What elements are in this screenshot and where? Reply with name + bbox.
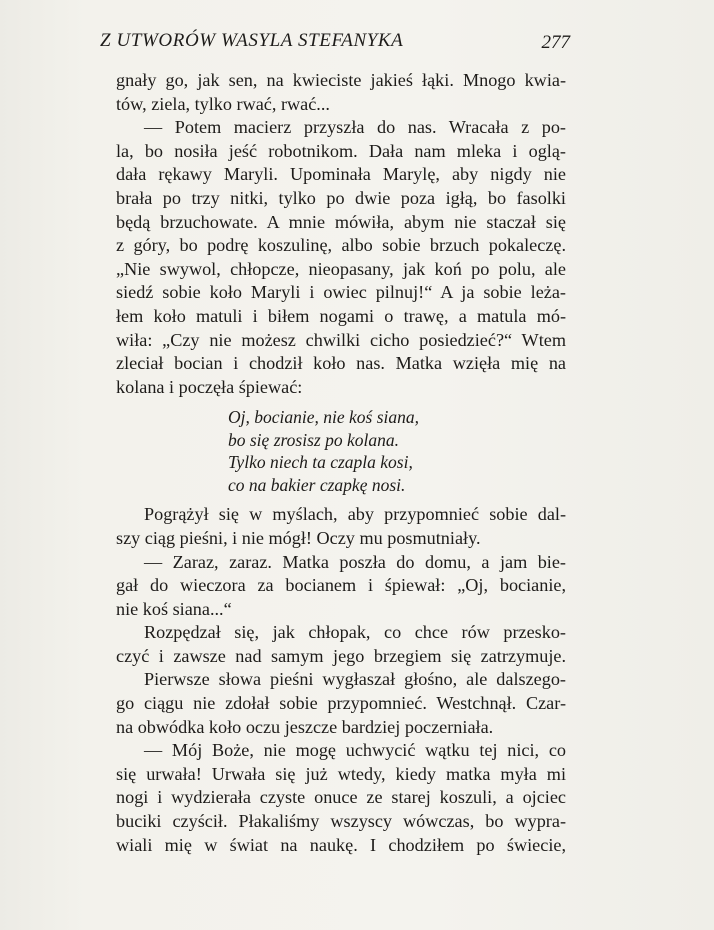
- paragraph: [116, 551, 566, 622]
- text-line: szy ciąg pieśni, i nie mógł! Oczy mu posmutniały.: [116, 527, 481, 548]
- text-line: łem koło matuli i biłem nogami o trawę, a matula mó-: [116, 305, 566, 326]
- paragraph: [116, 621, 566, 668]
- poem-verse: Tylko niech ta czapla kosi,: [228, 452, 413, 473]
- text-line: dała rękawy Maryli. Upominała Marylę, aby nigdy nie: [116, 164, 566, 185]
- text-line: gał do wieczora za bocianem i śpiewał: „Oj, bocianie,: [116, 575, 566, 596]
- text-line: „Nie swywol, chłopcze, nieopasany, jak koń po polu, ale: [116, 258, 566, 279]
- text-line: się urwała! Urwała się już wtedy, kiedy matka myła mi: [116, 763, 566, 784]
- text-line: buciki czyścił. Płakaliśmy wszyscy wówczas, bo wypra-: [116, 811, 566, 832]
- text-line: la, bo nosiła jeść robotnikom. Dała nam mleka i oglą-: [116, 140, 566, 161]
- text-line: będą brzuchowate. A mnie mówiła, abym nie staczał się: [116, 211, 566, 232]
- text-line: Rozpędzał się, jak chłopak, co chce rów przesko-: [144, 622, 566, 643]
- running-title: Z UTWORÓW WASYLA STEFANYKA: [100, 30, 404, 51]
- text-line: nogi i wydzierała czyste onuce ze starej koszuli, a ojciec: [116, 787, 566, 808]
- text-line: — Potem macierz przyszła do nas. Wracała z po-: [144, 117, 566, 138]
- text-line: brała po trzy nitki, tylko po dwie poza igłą, bo fasolki: [116, 187, 566, 208]
- text-line: czyć i zawsze nad samym jego brzegiem się zatrzymuje.: [116, 645, 566, 666]
- page-header: [100, 30, 570, 56]
- text-line: siedź sobie koło Maryli i owiec pilnuj!“ A ja sobie leża-: [116, 282, 566, 303]
- text-line: zleciał bocian i chodził koło nas. Matka wzięła mię na: [116, 353, 566, 374]
- body-text: [116, 69, 566, 857]
- text-line: Pierwsze słowa pieśni wygłaszał głośno, ale dalszego-: [144, 669, 566, 690]
- page-number: 277: [541, 32, 570, 53]
- poem-verse: bo się zrosisz po kolana.: [228, 429, 399, 450]
- text-line: wiali mię w świat na naukę. I chodziłem po świecie,: [116, 834, 566, 855]
- text-line: gnały go, jak sen, na kwieciste jakieś łąki. Mnogo kwia-: [116, 70, 566, 90]
- poem-stanza: [116, 406, 566, 496]
- poem-verse: Oj, bocianie, nie koś siana,: [228, 407, 420, 428]
- text-line: na obwódka koło oczu jeszcze bardziej poczerniała.: [116, 716, 494, 737]
- text-line: go ciągu nie zdołał sobie przypomnieć. Westchnął. Czar-: [116, 693, 566, 714]
- paragraph: [116, 668, 566, 739]
- text-line: — Mój Boże, nie mogę uchwycić wątku tej nici, co: [144, 740, 566, 761]
- paragraph: [116, 503, 566, 550]
- text-line: kolana i poczęła śpiewać:: [116, 376, 303, 397]
- text-line: z góry, bo podrę koszulinę, albo sobie brzuch pokaleczę.: [116, 235, 566, 256]
- text-line: — Zaraz, zaraz. Matka poszła do domu, a jam bie-: [144, 551, 566, 572]
- paragraph: [116, 739, 566, 857]
- paragraph: [116, 116, 566, 399]
- text-line: tów, ziela, tylko rwać, rwać...: [116, 93, 330, 114]
- paragraph: [116, 69, 566, 116]
- text-line: Pogrążył się w myślach, aby przypomnieć sobie dal-: [144, 504, 566, 525]
- text-line: wiła: „Czy nie możesz chwilki cicho posiedzieć?“ Wtem: [116, 329, 566, 350]
- text-line: nie koś siana...“: [116, 598, 232, 619]
- poem-verse: co na bakier czapkę nosi.: [228, 474, 406, 495]
